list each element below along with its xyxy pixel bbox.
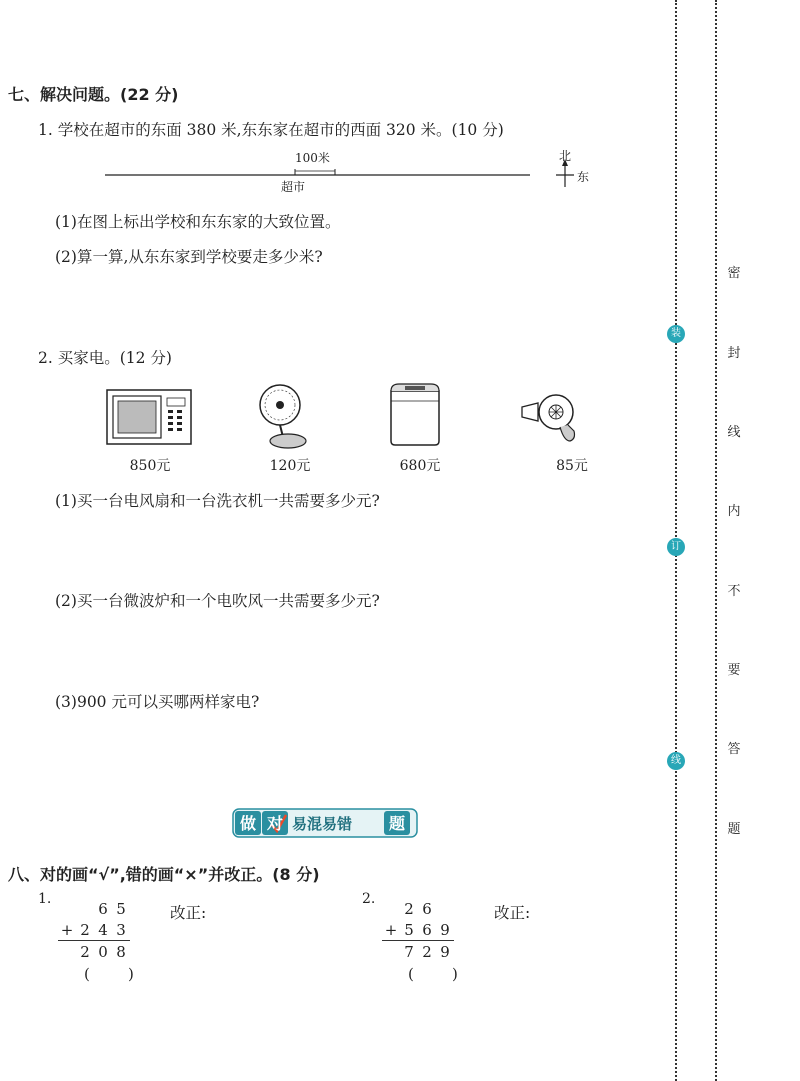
scale-label: 100米 xyxy=(295,151,330,165)
binding-circle-2: 订 xyxy=(667,538,685,556)
q1-sub1: (1)在图上标出学校和东东家的大致位置。 xyxy=(55,213,341,231)
hair-dryer-icon xyxy=(518,391,588,447)
margin-char-7: 答 xyxy=(727,742,741,757)
price-fan: 120元 xyxy=(269,458,311,474)
section8-title: 八、对的画“√”,错的画“×”并改正。(8 分) xyxy=(8,865,320,884)
margin-char-1: 密 xyxy=(727,266,741,281)
q2-text: 2. 买家电。(12 分) xyxy=(38,349,172,367)
margin-char-3: 线 xyxy=(727,425,741,440)
price-washing-machine: 680元 xyxy=(399,458,441,474)
q1-sub2: (2)算一算,从东东家到学校要走多少米? xyxy=(55,248,323,266)
margin-char-5: 不 xyxy=(727,584,741,599)
binding-circle-1: 装 xyxy=(667,325,685,343)
q2-sub2: (2)买一台微波炉和一个电吹风一共需要多少元? xyxy=(55,592,380,610)
price-hair-dryer: 85元 xyxy=(556,458,588,474)
market-label: 超市 xyxy=(281,180,306,194)
problem1-vertical-addition: 6 5 + 2 4 3 2 0 8 xyxy=(58,898,130,962)
problem2-correct-label: 改正: xyxy=(494,904,531,922)
seal-dotted-line xyxy=(715,0,717,1081)
q2-sub1: (1)买一台电风扇和一台洗衣机一共需要多少元? xyxy=(55,492,380,510)
compass-east: 东 xyxy=(577,170,590,184)
binding-circle-3: 线 xyxy=(667,752,685,770)
price-microwave: 850元 xyxy=(129,458,171,474)
problem2-answer-paren[interactable]: ( ) xyxy=(408,965,458,983)
banner-char-2: 对 xyxy=(266,814,283,833)
problem1-number: 1. xyxy=(38,891,52,907)
margin-char-6: 要 xyxy=(727,663,741,678)
problem1-correct-label: 改正: xyxy=(170,904,207,922)
banner-char-4: 题 xyxy=(388,814,405,833)
washing-machine-icon xyxy=(385,381,445,449)
banner-char-1: 做 xyxy=(239,814,256,833)
problem2-number: 2. xyxy=(362,891,376,907)
banner-text: 易混易错 xyxy=(292,815,353,833)
section7-title: 七、解决问题。(22 分) xyxy=(8,85,179,104)
q2-sub3: (3)900 元可以买哪两样家电? xyxy=(55,693,260,711)
number-line-diagram[interactable] xyxy=(100,145,600,195)
section-banner xyxy=(232,805,418,841)
problem2-vertical-addition: 2 6 + 5 6 9 7 2 9 xyxy=(382,898,454,962)
margin-char-4: 内 xyxy=(727,504,741,519)
microwave-icon xyxy=(105,388,195,448)
fan-icon xyxy=(255,381,315,453)
problem1-answer-paren[interactable]: ( ) xyxy=(84,965,134,983)
margin-char-8: 题 xyxy=(727,822,741,837)
compass-north: 北 xyxy=(559,149,572,163)
q1-text: 1. 学校在超市的东面 380 米,东东家在超市的西面 320 米。(10 分) xyxy=(38,121,504,139)
margin-char-2: 封 xyxy=(727,346,741,361)
